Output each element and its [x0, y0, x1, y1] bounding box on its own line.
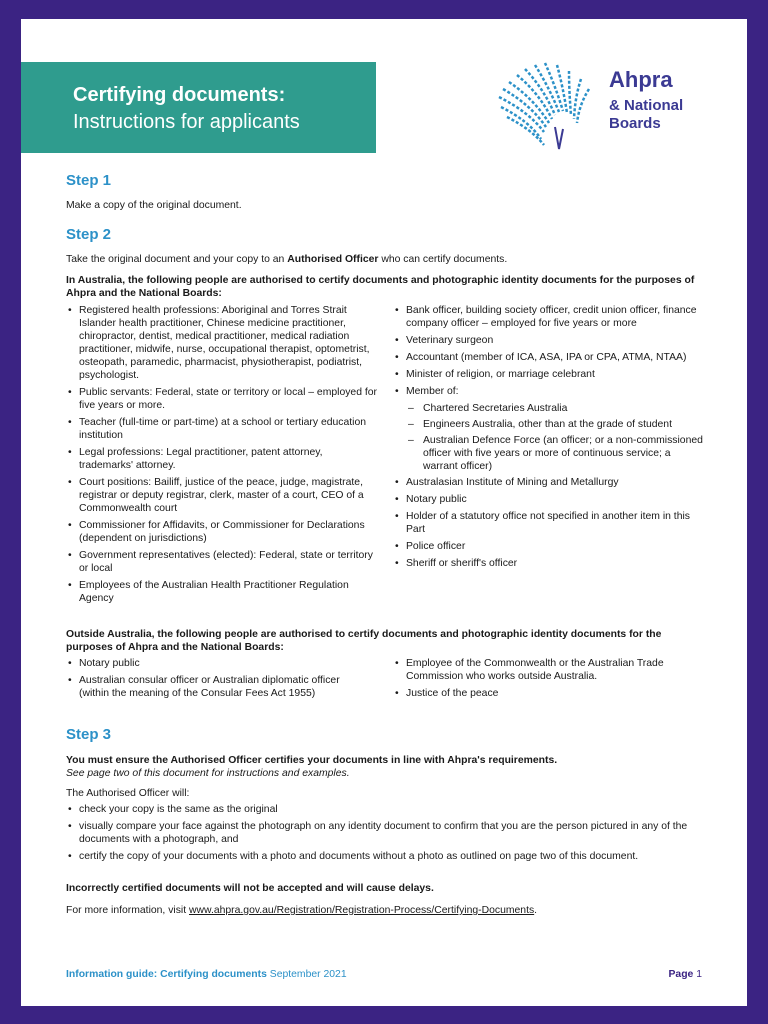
list-item: • Bank officer, building society officer, credit union officer, finance company officer – employed for five years or more	[393, 304, 703, 330]
warning-text: Incorrectly certified documents will not be accepted and will cause delays.	[66, 883, 434, 894]
outside-left-list	[66, 657, 366, 704]
authorised-officer-term: Authorised Officer	[287, 254, 379, 265]
logo-ahpra: Ahpra	[609, 67, 673, 92]
australia-left-list	[66, 304, 378, 609]
logo-national: & National	[609, 97, 684, 114]
footer-page	[668, 969, 702, 980]
list-item: • Australian consular officer or Australian diplomatic officer (within the meaning of the Consular Fees Act 1955)	[66, 674, 366, 700]
ahpra-logo-icon	[489, 57, 604, 157]
step2-heading: Step 2	[66, 226, 112, 243]
list-item: • Government representatives (elected): Federal, state or territory or local	[66, 549, 378, 575]
step3-see-page-two: See page two of this document for instructions and examples.	[66, 768, 350, 779]
list-item: • Teacher (full-time or part-time) at a school or tertiary education institution	[66, 416, 378, 442]
outside-right-list	[393, 657, 693, 704]
footer-guide	[66, 969, 347, 980]
footer-date: September 2021	[266, 969, 347, 980]
list-item: • Employee of the Commonwealth or the Australian Trade Commission who works outside Australia.	[393, 657, 693, 683]
list-item: • Justice of the peace	[393, 687, 693, 700]
list-subitem: – Chartered Secretaries Australia	[393, 402, 703, 415]
more-info-prefix: For more information, visit	[66, 905, 189, 916]
list-item: • Notary public	[66, 657, 366, 670]
list-subitem: – Australian Defence Force (an officer; or a non-commissioned officer with five years or more of continuous service; a warrant officer)	[393, 434, 703, 473]
step3-heading: Step 3	[66, 726, 112, 743]
list-item: • Police officer	[393, 540, 703, 553]
list-item: • Member of:	[393, 385, 703, 398]
outside-intro: Outside Australia, the following people are authorised to certify documents and photographic identity documents for the purposes of Ahpra and the National Boards:	[66, 629, 662, 653]
list-subitem: – Engineers Australia, other than at the grade of student	[393, 418, 703, 431]
list-item: • Court positions: Bailiff, justice of the peace, judge, magistrate, registrar or deputy registrar, clerk, master of a court, CEO of a Commonwealth court	[66, 476, 378, 515]
list-item: • certify the copy of your documents with a photo and documents without a photo as outlined on page two of this document.	[66, 850, 706, 863]
list-item: • Commissioner for Affidavits, or Commissioner for Declarations (dependent on jurisdictions)	[66, 519, 378, 545]
list-item: • Employees of the Australian Health Practitioner Regulation Agency	[66, 579, 378, 605]
step2-text	[66, 253, 507, 266]
list-item: • Sheriff or sheriff's officer	[393, 557, 703, 570]
footer-guide-title: Information guide: Certifying documents	[66, 969, 267, 980]
page-number: 1	[696, 969, 702, 980]
list-item: • Australasian Institute of Mining and Metallurgy	[393, 476, 703, 489]
step1-heading: Step 1	[66, 172, 112, 189]
page-title: Certifying documents:	[73, 84, 286, 106]
list-item: • Notary public	[393, 493, 703, 506]
document-page	[21, 19, 747, 1006]
list-item: • Public servants: Federal, state or territory or local – employed for five years or more.	[66, 386, 378, 412]
certifying-documents-link[interactable]: www.ahpra.gov.au/Registration/Registration-Process/Certifying-Documents	[189, 905, 535, 916]
list-item: • check your copy is the same as the original	[66, 803, 706, 816]
page-label: Page	[668, 969, 697, 980]
list-item: • Minister of religion, or marriage celebrant	[393, 368, 703, 381]
list-item: • Registered health professions: Aboriginal and Torres Strait Islander health practitioner, Chinese medicine practitioner, chiropractor, dentist, medical practitioner, medical radiation practitioner, midwife, nurse, occupational therapist, optometrist, osteopath, paramedic, pharmacist, physiotherapist, podiatrist, psychologist.	[66, 304, 378, 382]
list-item: • Veterinary surgeon	[393, 334, 703, 347]
list-item: • visually compare your face against the photograph on any identity document to confirm that you are the person pictured in any of the documents with a photograph, and	[66, 820, 706, 846]
page-subtitle: Instructions for applicants	[73, 111, 300, 133]
australia-intro: In Australia, the following people are authorised to certify documents and photographic identity documents for the purposes of Ahpra and the National Boards:	[66, 275, 695, 299]
officer-will-list	[66, 803, 706, 867]
list-item: • Holder of a statutory office not specified in another item in this Part	[393, 510, 703, 536]
step3-requirement: You must ensure the Authorised Officer certifies your documents in line with Ahpra's requirements.	[66, 755, 558, 766]
logo-boards: Boards	[609, 115, 661, 132]
officer-will-intro: The Authorised Officer will:	[66, 788, 190, 799]
step1-text: Make a copy of the original document.	[66, 200, 242, 211]
more-info	[66, 904, 537, 917]
title-banner	[21, 62, 376, 153]
step2-text-suffix: who can certify documents.	[378, 254, 508, 265]
ahpra-logo	[489, 57, 709, 157]
more-info-suffix: .	[534, 905, 538, 916]
list-item: • Legal professions: Legal practitioner, patent attorney, trademarks' attorney.	[66, 446, 378, 472]
list-item: • Accountant (member of ICA, ASA, IPA or CPA, ATMA, NTAA)	[393, 351, 703, 364]
australia-right-list	[393, 304, 703, 574]
step2-text-prefix: Take the original document and your copy to an	[66, 254, 288, 265]
